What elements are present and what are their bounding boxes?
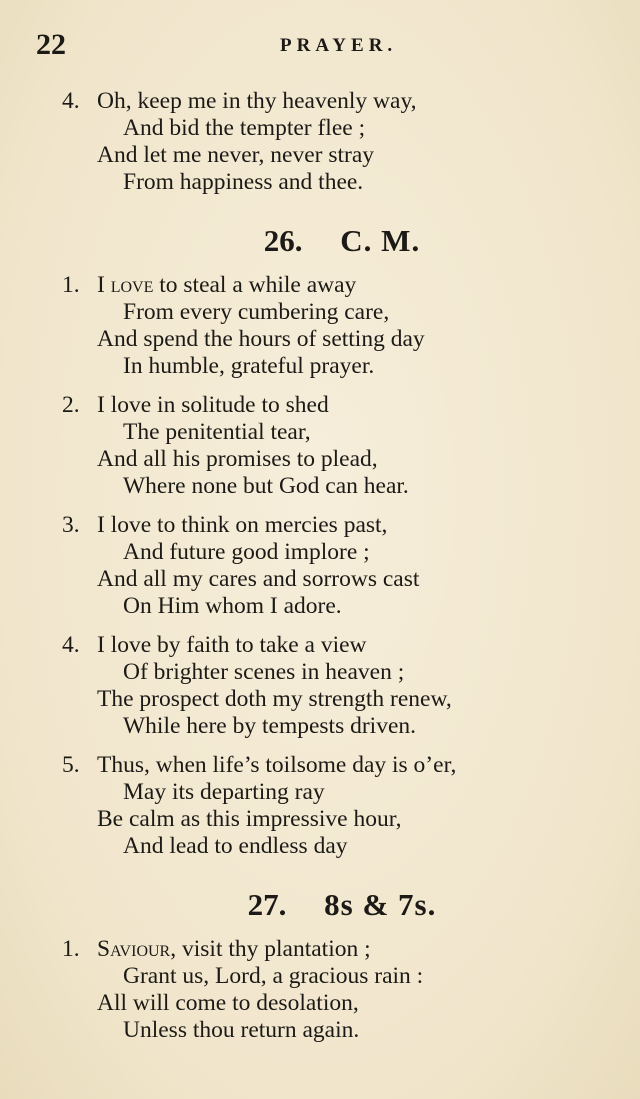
hymn-meter: 8s & 7s.: [324, 887, 437, 922]
verse: [62, 512, 622, 620]
verse: [62, 88, 622, 196]
verse-number: 2.: [62, 392, 80, 418]
verse: [62, 752, 622, 860]
page-content: [62, 88, 622, 1056]
verse-line: And let me never, never stray: [97, 142, 375, 168]
verse-number: 4.: [62, 632, 80, 658]
verse: [62, 272, 622, 380]
verse-line: The prospect doth my strength renew,: [97, 686, 452, 712]
verse-line: On Him whom I adore.: [123, 593, 342, 619]
verse-line: Oh, keep me in thy heavenly way,: [97, 88, 417, 114]
verse-first-line: [62, 752, 622, 779]
verse: [62, 936, 622, 1044]
verse-line: May its departing ray: [123, 779, 325, 805]
running-head: PRAYER.: [280, 35, 398, 56]
verse-line: I love in solitude to shed: [97, 392, 329, 418]
verse-line: Unless thou return again.: [123, 1017, 360, 1043]
verse-number: 1.: [62, 272, 80, 298]
verse-line-rest: , visit thy plantation ;: [170, 936, 371, 962]
verse-line-rest: to steal a while away: [153, 272, 357, 298]
verse-first-line: [62, 936, 622, 963]
verse-number: 4.: [62, 88, 80, 114]
verse-line: All will come to desolation,: [97, 990, 359, 1016]
verse-line: While here by tempests driven.: [123, 713, 417, 739]
hymn-heading: [62, 220, 622, 262]
verse-line: And all my cares and sorrows cast: [97, 566, 420, 592]
verse-line: And bid the tempter flee ;: [123, 115, 366, 141]
verse-first-line: [62, 632, 622, 659]
verse-first-line: [62, 272, 622, 299]
verse-lead-word: I love: [97, 272, 154, 298]
verse-number: 1.: [62, 936, 80, 962]
verse-line: Of brighter scenes in heaven ;: [123, 659, 405, 685]
verse-lead-word: Saviour: [97, 936, 171, 962]
verse-line: And spend the hours of setting day: [97, 326, 425, 352]
hymn-number: 26.: [263, 223, 303, 258]
verse-line: From every cumbering care,: [123, 299, 390, 325]
verse-first-line: [62, 392, 622, 419]
verse-line: The penitential tear,: [123, 419, 311, 445]
verse-line: Where none but God can hear.: [123, 473, 409, 499]
verse-line: Thus, when life’s toilsome day is o’er,: [97, 752, 457, 778]
page-header: [36, 28, 604, 68]
hymn-meter: C. M.: [340, 223, 421, 258]
verse-line: In humble, grateful prayer.: [123, 353, 375, 379]
verse-first-line: [62, 88, 622, 115]
verse-line: Grant us, Lord, a gracious rain :: [123, 963, 424, 989]
verse-line: And future good implore ;: [123, 539, 370, 565]
verse-line: Be calm as this impressive hour,: [97, 806, 402, 832]
verse-number: 5.: [62, 752, 80, 778]
verse-line: And lead to endless day: [123, 833, 348, 859]
hymn-number: 27.: [247, 887, 287, 922]
page-number: 22: [36, 28, 66, 61]
verse-number: 3.: [62, 512, 80, 538]
verse: [62, 632, 622, 740]
verse-first-line: [62, 512, 622, 539]
verse: [62, 392, 622, 500]
verse-line: I love by faith to take a view: [97, 632, 367, 658]
verse-line: From happiness and thee.: [123, 169, 364, 195]
verse-line: And all his promises to plead,: [97, 446, 378, 472]
hymn-heading: [62, 884, 622, 926]
verse-line: I love to think on mercies past,: [97, 512, 388, 538]
